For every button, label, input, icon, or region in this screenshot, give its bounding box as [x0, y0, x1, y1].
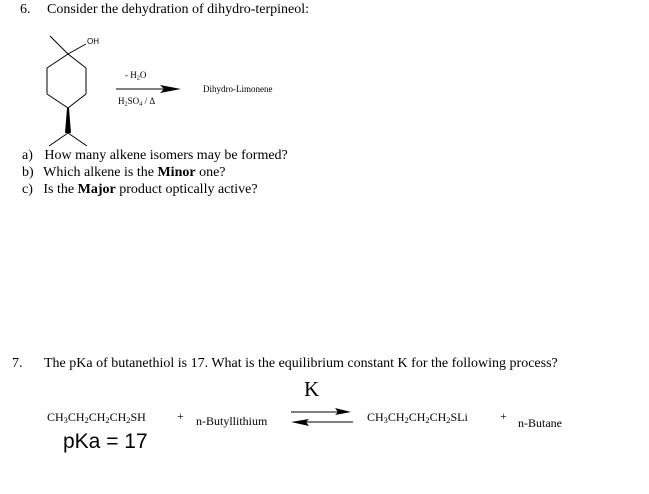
f: CH	[367, 410, 384, 424]
below-arrow-condition	[118, 96, 155, 106]
part-label: a)	[22, 148, 33, 163]
minus-h: - H	[125, 70, 137, 80]
sub: 2	[404, 416, 409, 426]
reaction-arrow-icon	[115, 84, 185, 94]
sub: 3	[383, 416, 388, 426]
above-arrow-condition	[125, 70, 146, 80]
sub: 2	[446, 416, 451, 426]
q6-number: 6.	[20, 2, 31, 17]
oh-label: OH	[87, 37, 99, 46]
sub: 2	[124, 100, 128, 108]
q6-part-a	[22, 148, 288, 164]
so: SO	[127, 96, 140, 106]
f: CH	[67, 410, 85, 424]
heat: / Δ	[142, 96, 156, 106]
sub: 2	[105, 416, 110, 426]
sub: 2	[84, 416, 89, 426]
part-label: c)	[22, 182, 33, 197]
o: O	[139, 70, 147, 80]
product-label: Dihydro-Limonene	[203, 84, 273, 94]
sub: 4	[139, 100, 143, 108]
n-butyllithium: n-Butyllithium	[196, 414, 268, 428]
part-text: Is the	[43, 182, 78, 197]
plus-sign: +	[500, 409, 507, 423]
n-butane: n-Butane	[518, 416, 562, 430]
q7-number: 7.	[12, 356, 23, 371]
part-bold: Major	[77, 182, 116, 197]
f: CH	[88, 410, 106, 424]
q7-prompt: The pKa of butanethiol is 17. What is the equilibrium constant K for the following process?	[44, 356, 558, 371]
part-text: one?	[195, 165, 226, 180]
h: H	[118, 96, 125, 106]
part-label: b)	[22, 165, 34, 180]
lithium-thiolate-formula	[367, 410, 468, 425]
plus-sign: +	[177, 409, 184, 423]
sub: 2	[425, 416, 430, 426]
part-text: product optically active?	[115, 182, 258, 197]
butanethiol-formula	[47, 410, 146, 425]
q6-prompt: Consider the dehydration of dihydro-terpineol:	[47, 2, 310, 17]
f: CH	[47, 410, 64, 424]
f: CH	[429, 410, 447, 424]
f: CH	[109, 410, 127, 424]
f: CH	[387, 410, 405, 424]
q6-part-b	[22, 165, 226, 181]
pka-note: pKa = 17	[63, 430, 148, 453]
sub: 2	[136, 74, 140, 82]
q6-part-c	[22, 182, 258, 198]
f: SH	[130, 410, 146, 424]
part-text: Which alkene is the	[43, 165, 158, 180]
part-text: How many alkene isomers may be formed?	[44, 148, 288, 163]
f: CH	[408, 410, 426, 424]
part-bold: Minor	[157, 165, 196, 180]
f: SLi	[450, 410, 468, 424]
sub: 3	[63, 416, 68, 426]
dihydro-terpineol-structure	[40, 30, 120, 150]
k-label: K	[304, 377, 320, 401]
sub: 2	[126, 416, 131, 426]
equilibrium-arrows-icon	[289, 406, 355, 428]
